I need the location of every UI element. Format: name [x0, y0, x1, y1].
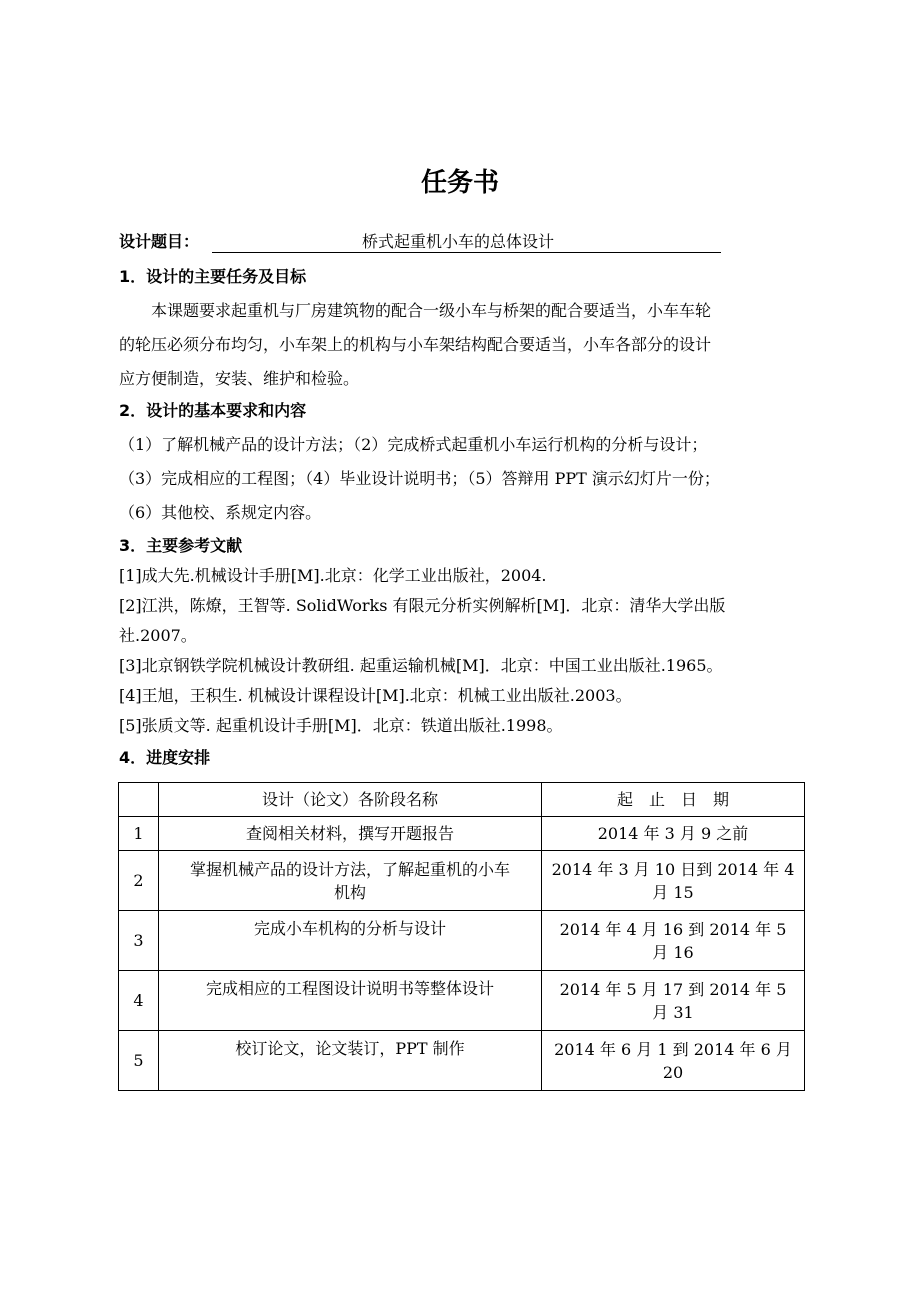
section1-heading: 1．设计的主要任务及目标	[119, 267, 307, 286]
section1-line: 应方便制造，安装、维护和检验。	[119, 369, 360, 388]
date-cell	[542, 971, 805, 1031]
stage-text: 查阅相关材料，撰写开题报告	[245, 824, 454, 843]
date-cell	[542, 911, 805, 971]
section4-heading: 4．进度安排	[119, 748, 211, 767]
row-number: 5	[119, 1031, 159, 1091]
table-row	[119, 851, 805, 911]
header-cell	[119, 783, 159, 817]
stage-cell	[159, 817, 542, 851]
stage-text: 完成相应的工程图设计说明书等整体设计	[205, 979, 494, 998]
header-cell: 起 止 日 期	[542, 783, 805, 817]
stage-cell	[159, 1031, 542, 1091]
schedule-table	[118, 782, 805, 1091]
section2-line: （6）其他校、系规定内容。	[119, 503, 322, 522]
topic-label: 设计题目：	[119, 232, 200, 251]
table-header-row	[119, 783, 805, 817]
stage-cell	[159, 971, 542, 1031]
section1-line: 的轮压必须分布均匀，小车架上的机构与小车架结构配合要适当，小车各部分的设计	[119, 335, 712, 354]
date-text: 月 16	[652, 942, 694, 962]
stage-cell	[159, 911, 542, 971]
table-row	[119, 817, 805, 851]
date-text: 月 31	[652, 1002, 694, 1022]
stage-text: 机构	[333, 882, 366, 902]
stage-text: 校订论文，论文装订，PPT 制作	[235, 1039, 465, 1058]
table-row	[119, 971, 805, 1031]
reference-item: [2]江洪，陈燎，王智等. SolidWorks 有限元分析实例解析[M]．北京：清华大学出版	[119, 596, 726, 615]
date-cell	[542, 817, 805, 851]
date-cell	[542, 851, 805, 911]
table-row	[119, 1031, 805, 1091]
row-number: 2	[119, 851, 159, 911]
date-text: 2014 年 5 月 17 到 2014 年 5	[559, 979, 787, 999]
section3-heading: 3．主要参考文献	[119, 536, 243, 555]
date-text: 2014 年 6 月 1 到 2014 年 6 月	[554, 1039, 792, 1059]
topic-field	[212, 230, 721, 253]
date-text: 月 15	[652, 882, 694, 902]
row-number: 3	[119, 911, 159, 971]
stage-text: 完成小车机构的分析与设计	[253, 919, 446, 938]
reference-item: 社.2007。	[119, 626, 197, 645]
date-text: 2014 年 3 月 9 之前	[597, 824, 749, 843]
section1-line: 本课题要求起重机与厂房建筑物的配合一级小车与桥架的配合要适当，小车车轮	[151, 301, 712, 320]
reference-item: [5]张质文等. 起重机设计手册[M]．北京：铁道出版社.1998。	[119, 716, 563, 735]
section2-line: （3）完成相应的工程图；（4）毕业设计说明书；（5）答辩用 PPT 演示幻灯片一份；	[119, 469, 720, 488]
date-text: 2014 年 3 月 10 日到 2014 年 4	[551, 859, 795, 879]
topic-value: 桥式起重机小车的总体设计	[362, 232, 555, 251]
table-row	[119, 911, 805, 971]
page-title: 任务书	[420, 168, 499, 198]
row-number: 1	[119, 817, 159, 851]
section2-heading: 2．设计的基本要求和内容	[119, 401, 307, 420]
reference-item: [4]王旭，王积生. 机械设计课程设计[M].北京：机械工业出版社.2003。	[119, 686, 632, 705]
reference-item: [1]成大先.机械设计手册[M].北京：化学工业出版社，2004.	[119, 566, 547, 585]
date-text: 20	[662, 1062, 684, 1082]
reference-item: [3]北京钢铁学院机械设计教研组. 起重运输机械[M]．北京：中国工业出版社.1965。	[119, 656, 723, 675]
date-cell	[542, 1031, 805, 1091]
stage-cell	[159, 851, 542, 911]
date-text: 2014 年 4 月 16 到 2014 年 5	[559, 919, 787, 939]
header-cell: 设计（论文）各阶段名称	[159, 783, 542, 817]
row-number: 4	[119, 971, 159, 1031]
stage-text: 掌握机械产品的设计方法，了解起重机的小车	[189, 859, 510, 879]
section2-line: （1）了解机械产品的设计方法；（2）完成桥式起重机小车运行机构的分析与设计；	[119, 435, 708, 454]
